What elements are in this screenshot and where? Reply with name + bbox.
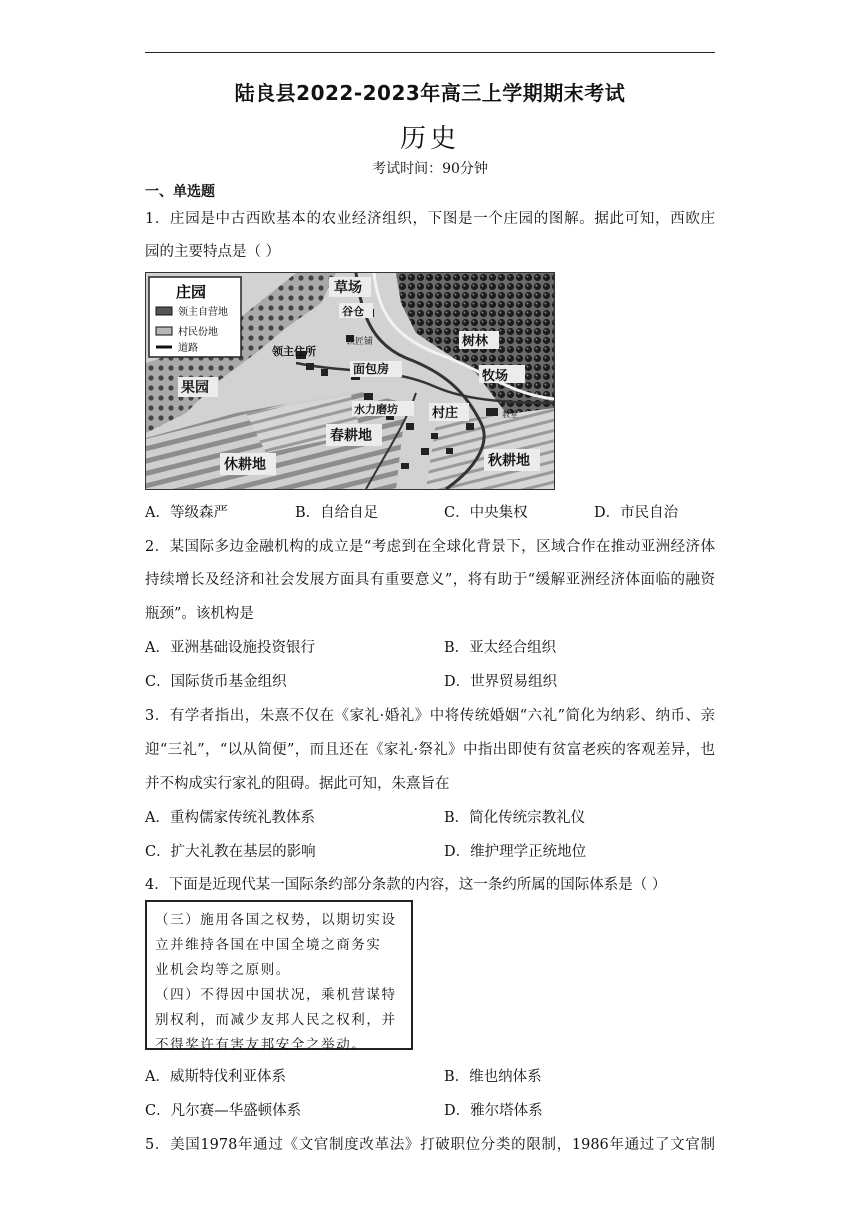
q2-option-a[interactable]: A．亚洲基础设施投资银行 <box>145 640 315 656</box>
q3-stem-line-1: 3．有学者指出，朱熹不仅在《家礼·婚礼》中将传统婚姻“六礼”简化为纳彩、纳币、亲 <box>145 708 715 724</box>
label-village: 村庄 <box>432 406 459 421</box>
q3-stem-line-2: 迎“三礼”，“以从简便”，而且还在《家礼·祭礼》中指出即使有贫富老疾的客观差异，也 <box>145 742 715 758</box>
treaty-line: 立并维持各国在中国全境之商务实 <box>155 937 382 953</box>
legend-title: 庄园 <box>176 283 207 301</box>
label-fallow-field: 休耕地 <box>224 457 266 473</box>
legend-item-lord-land: 领主自营地 <box>178 307 228 318</box>
label-orchard: 果园 <box>181 380 209 396</box>
exam-time: 考试时间：90分钟 <box>372 161 488 177</box>
q1-option-b[interactable]: B．自给自足 <box>295 505 379 521</box>
q2-stem-line-3: 瓶颈”。该机构是 <box>145 606 254 622</box>
q1-stem-line-1: 1．庄园是中古西欧基本的农业经济组织，下图是一个庄园的图解。据此可知，西欧庄 <box>145 211 715 227</box>
treaty-excerpt-box <box>145 900 413 1053</box>
label-spring-field: 春耕地 <box>330 428 372 444</box>
q4-option-d[interactable]: D．雅尔塔体系 <box>444 1103 543 1119</box>
treaty-line: （四）不得因中国状况，乘机营谋特 <box>155 987 397 1003</box>
legend-item-villager-land: 村民份地 <box>178 327 218 338</box>
q3-option-d[interactable]: D．维护理学正统地位 <box>444 844 587 860</box>
q3-option-a[interactable]: A．重构儒家传统礼教体系 <box>145 810 315 826</box>
exam-title: 陆良县2022-2023年高三上学期期末考试 <box>234 81 626 105</box>
q1-option-c[interactable]: C．中央集权 <box>444 505 528 521</box>
q5-stem-line-1: 5．美国1978年通过《文官制度改革法》打破职位分类的限制，1986年通过了文官制 <box>145 1137 715 1153</box>
manor-map-figure <box>146 273 554 489</box>
q2-option-c[interactable]: C．国际货币基金组织 <box>145 674 287 690</box>
label-forge: 铁匠铺 <box>346 337 374 347</box>
treaty-line: 别权利，而减少友邦人民之权利，并 <box>155 1012 397 1028</box>
q3-option-b[interactable]: B．简化传统宗教礼仪 <box>444 810 586 826</box>
label-mill: 水力磨坊 <box>354 403 398 416</box>
q3-stem-line-3: 并不构成实行家礼的阻碍。据此可知，朱熹旨在 <box>145 776 450 792</box>
q1-option-a[interactable]: A．等级森严 <box>145 505 228 521</box>
q4-stem-line-1: 4．下面是近现代某一国际条约部分条款的内容，这一条约所属的国际体系是（ ） <box>145 877 667 893</box>
label-forest: 树林 <box>462 334 489 349</box>
legend-item-road: 道路 <box>178 343 198 354</box>
q2-option-b[interactable]: B．亚太经合组织 <box>444 640 557 656</box>
label-bakery: 面包房 <box>353 362 390 376</box>
label-church: 教堂 <box>502 410 518 419</box>
header-rule <box>145 52 715 53</box>
treaty-line: 不得奖许有害友邦安全之举动。 <box>155 1037 367 1053</box>
q2-stem-line-2: 持续增长及经济和社会发展方面具有重要意义”，将有助于“缓解亚洲经济体面临的融资 <box>145 572 715 588</box>
q4-option-a[interactable]: A．威斯特伐利亚体系 <box>145 1069 286 1085</box>
manor-map <box>145 272 555 490</box>
label-grassland: 草场 <box>334 280 362 296</box>
q4-option-c[interactable]: C．凡尔赛—华盛顿体系 <box>145 1103 302 1119</box>
label-granary: 谷仓 <box>342 305 364 318</box>
label-lord-house: 领主住所 <box>272 345 316 358</box>
subject-title: 历史 <box>399 124 460 154</box>
q1-option-d[interactable]: D．市民自治 <box>594 505 679 521</box>
q2-option-d[interactable]: D．世界贸易组织 <box>444 674 558 690</box>
treaty-line: 业机会均等之原则。 <box>155 962 291 978</box>
q4-option-b[interactable]: B．维也纳体系 <box>444 1069 542 1085</box>
q3-option-c[interactable]: C．扩大礼教在基层的影响 <box>145 844 316 860</box>
label-autumn-field: 秋耕地 <box>488 453 530 469</box>
q1-stem-line-2: 园的主要特点是（ ） <box>145 244 281 260</box>
label-pasture: 牧场 <box>482 369 509 384</box>
section-heading: 一、单选题 <box>145 184 215 200</box>
q2-stem-line-1: 2．某国际多边金融机构的成立是“考虑到在全球化背景下，区域合作在推动亚洲经济体 <box>145 539 715 555</box>
treaty-line: （三）施用各国之权势，以期切实设 <box>155 912 397 928</box>
